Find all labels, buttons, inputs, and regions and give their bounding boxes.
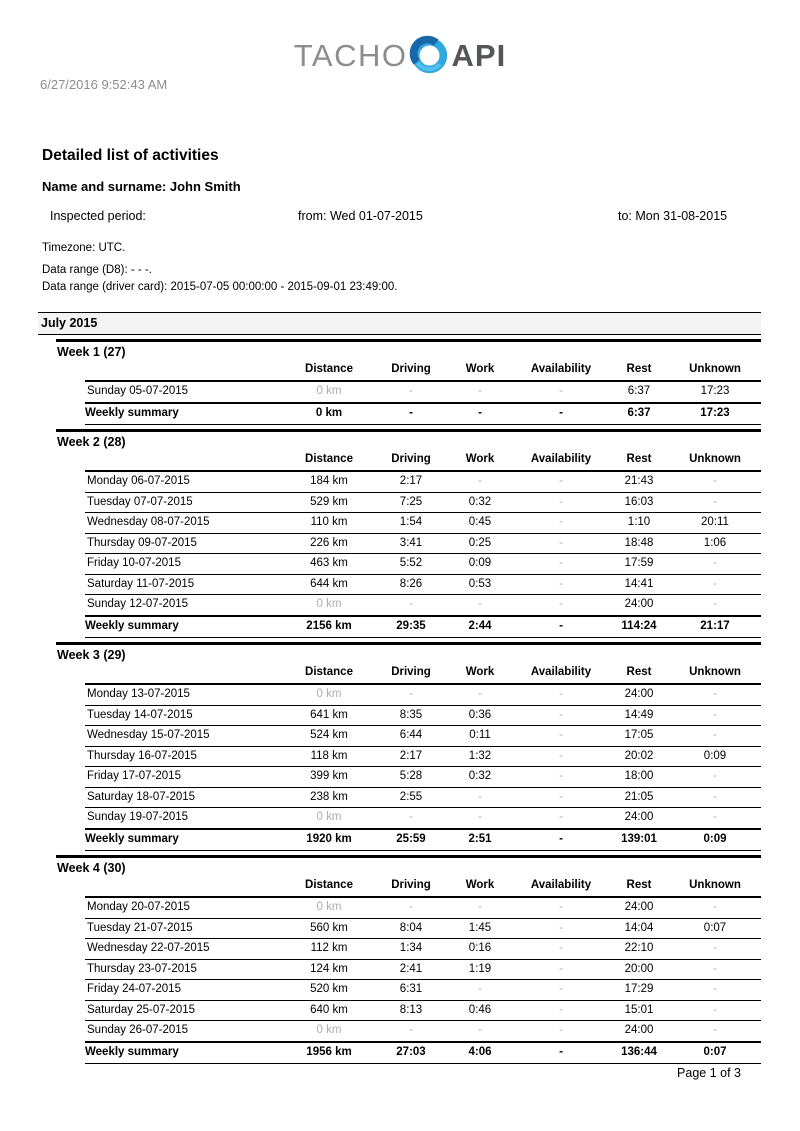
day-column-header — [85, 451, 283, 471]
cell-work: - — [447, 684, 513, 705]
day-label: Saturday 18-07-2015 — [85, 787, 283, 808]
cell-unknown: - — [669, 767, 761, 788]
cell-distance: 0 km — [283, 684, 375, 705]
cell-availability: - — [513, 980, 609, 1001]
cell-unknown: - — [713, 811, 717, 823]
week-title: Week 2 (28) — [57, 435, 126, 449]
summary-cell-rest: 136:44 — [609, 1042, 669, 1064]
week-title: Week 1 (27) — [57, 345, 126, 359]
day-label: Thursday 09-07-2015 — [85, 533, 283, 554]
summary-cell-rest: 6:37 — [609, 403, 669, 425]
cell-work: - — [447, 787, 513, 808]
day-row — [85, 918, 761, 939]
day-label: Sunday 26-07-2015 — [87, 1024, 189, 1036]
cell-work: 0:53 — [447, 574, 513, 595]
tachoapi-logo — [0, 0, 800, 78]
day-label: Tuesday 07-07-2015 — [85, 492, 283, 513]
column-header-unknown: Unknown — [669, 664, 761, 684]
cell-rest: 14:41 — [609, 574, 669, 595]
activity-table — [85, 451, 761, 638]
cell-driving: 8:04 — [375, 918, 447, 939]
timezone-line: Timezone: UTC. — [42, 242, 126, 254]
summary-cell-distance: 2156 km — [283, 616, 375, 638]
summary-cell-rest: 114:24 — [609, 616, 669, 638]
cell-distance: 118 km — [283, 746, 375, 767]
summary-cell-availability: - — [513, 403, 609, 425]
table-summary — [85, 616, 761, 638]
table-body — [85, 471, 761, 616]
column-header-work: Work — [447, 877, 513, 897]
logo-swirl-icon — [409, 35, 450, 76]
day-row — [85, 787, 761, 808]
cell-rest: 1:10 — [609, 513, 669, 534]
column-header-driving: Driving — [375, 664, 447, 684]
summary-label: Weekly summary — [85, 616, 283, 638]
cell-driving: - — [409, 385, 413, 397]
day-label: Thursday 16-07-2015 — [85, 746, 283, 767]
day-column-header — [85, 361, 283, 381]
cell-work: 0:25 — [447, 533, 513, 554]
table-header — [85, 877, 761, 897]
cell-unknown: - — [669, 574, 761, 595]
summary-cell-unknown: 0:07 — [669, 1042, 761, 1064]
weeks-container — [0, 339, 800, 1064]
day-row — [85, 705, 761, 726]
cell-availability: - — [513, 513, 609, 534]
activity-table — [85, 877, 761, 1064]
logo-text-tacho: TACHO — [293, 37, 408, 73]
day-row — [85, 554, 761, 575]
print-timestamp: 6/27/2016 9:52:43 AM — [40, 77, 168, 92]
column-header-availability: Availability — [513, 451, 609, 471]
day-label: Saturday 11-07-2015 — [85, 574, 283, 595]
cell-availability: - — [559, 385, 563, 397]
activity-table — [85, 361, 761, 425]
cell-availability: - — [513, 705, 609, 726]
cell-rest: 14:49 — [609, 705, 669, 726]
cell-driving: 2:17 — [375, 746, 447, 767]
day-label: Monday 20-07-2015 — [85, 897, 283, 918]
summary-cell-rest: 139:01 — [609, 829, 669, 851]
cell-work: - — [447, 471, 513, 492]
column-header-unknown: Unknown — [669, 361, 761, 381]
cell-distance: 640 km — [283, 1000, 375, 1021]
cell-distance: 0 km — [316, 598, 342, 610]
table-summary — [85, 829, 761, 851]
page-number: Page 1 of 3 — [677, 1066, 741, 1080]
column-header-driving: Driving — [375, 361, 447, 381]
cell-distance: 184 km — [283, 471, 375, 492]
week-title: Week 3 (29) — [57, 648, 126, 662]
cell-distance: 0 km — [283, 897, 375, 918]
day-row — [85, 939, 761, 960]
cell-availability: - — [513, 787, 609, 808]
cell-work: - — [447, 897, 513, 918]
day-row — [85, 897, 761, 918]
weekly-summary-row — [85, 829, 761, 851]
day-row — [85, 533, 761, 554]
cell-driving: - — [375, 684, 447, 705]
summary-cell-availability: - — [513, 1042, 609, 1064]
cell-distance: 112 km — [283, 939, 375, 960]
data-range-d8-line: Data range (D8): - - -. — [42, 264, 152, 276]
cell-rest: 16:03 — [609, 492, 669, 513]
day-label: Friday 17-07-2015 — [85, 767, 283, 788]
cell-distance: 560 km — [283, 918, 375, 939]
cell-rest: 24:00 — [624, 598, 654, 610]
cell-rest: 24:00 — [624, 811, 654, 823]
summary-cell-driving: 29:35 — [375, 616, 447, 638]
weekly-summary-row — [85, 1042, 761, 1064]
cell-unknown: - — [669, 939, 761, 960]
cell-driving: 7:25 — [375, 492, 447, 513]
day-label: Sunday 05-07-2015 — [87, 385, 189, 397]
cell-work: 0:16 — [447, 939, 513, 960]
cell-driving: - — [409, 1024, 413, 1036]
column-header-distance: Distance — [283, 877, 375, 897]
day-column-header — [85, 664, 283, 684]
cell-rest: 24:00 — [624, 1024, 654, 1036]
week-title: Week 4 (30) — [57, 861, 126, 875]
summary-cell-work: - — [447, 403, 513, 425]
day-column-header — [85, 877, 283, 897]
cell-distance: 0 km — [316, 1024, 342, 1036]
table-header-row — [85, 451, 761, 471]
cell-rest: 17:59 — [609, 554, 669, 575]
column-header-rest: Rest — [609, 664, 669, 684]
cell-availability: - — [513, 492, 609, 513]
day-label: Sunday 19-07-2015 — [87, 811, 189, 823]
table-header-row — [85, 361, 761, 381]
cell-distance: 524 km — [283, 726, 375, 747]
cell-driving: 3:41 — [375, 533, 447, 554]
column-header-work: Work — [447, 664, 513, 684]
cell-availability: - — [559, 1024, 563, 1036]
inspected-period-label: Inspected period: — [50, 209, 146, 223]
cell-rest: 17:29 — [609, 980, 669, 1001]
cell-work: - — [478, 598, 482, 610]
summary-cell-unknown: 21:17 — [669, 616, 761, 638]
cell-work: 0:09 — [447, 554, 513, 575]
cell-availability: - — [513, 746, 609, 767]
table-body — [85, 684, 761, 829]
column-header-unknown: Unknown — [669, 451, 761, 471]
cell-driving: 2:17 — [375, 471, 447, 492]
summary-cell-driving: 27:03 — [375, 1042, 447, 1064]
summary-label: Weekly summary — [85, 403, 283, 425]
cell-unknown: - — [669, 684, 761, 705]
cell-availability: - — [513, 767, 609, 788]
cell-rest: 22:10 — [609, 939, 669, 960]
week-divider-rule — [56, 339, 761, 342]
cell-driving: 8:13 — [375, 1000, 447, 1021]
cell-work: - — [478, 385, 482, 397]
cell-driving: 5:28 — [375, 767, 447, 788]
cell-driving: - — [409, 811, 413, 823]
cell-driving: 2:55 — [375, 787, 447, 808]
week-divider-rule — [56, 429, 761, 432]
day-label: Tuesday 14-07-2015 — [85, 705, 283, 726]
column-header-distance: Distance — [283, 664, 375, 684]
cell-work: 1:19 — [447, 959, 513, 980]
column-header-distance: Distance — [283, 361, 375, 381]
summary-cell-work: 2:44 — [447, 616, 513, 638]
table-header — [85, 361, 761, 381]
cell-unknown: - — [669, 726, 761, 747]
week-divider-rule — [56, 642, 761, 645]
cell-unknown: - — [669, 1000, 761, 1021]
day-row — [85, 808, 761, 829]
summary-cell-distance: 0 km — [283, 403, 375, 425]
day-label: Monday 06-07-2015 — [85, 471, 283, 492]
cell-unknown: 0:09 — [669, 746, 761, 767]
cell-availability: - — [513, 471, 609, 492]
cell-unknown: - — [669, 980, 761, 1001]
cell-availability: - — [513, 533, 609, 554]
report-title: Detailed list of activities — [42, 147, 219, 164]
table-body — [85, 381, 761, 403]
cell-driving: 1:34 — [375, 939, 447, 960]
cell-availability: - — [513, 918, 609, 939]
weekly-summary-row — [85, 403, 761, 425]
cell-work: - — [478, 1024, 482, 1036]
cell-distance: 399 km — [283, 767, 375, 788]
cell-unknown: 20:11 — [669, 513, 761, 534]
data-range-driver-card-line: Data range (driver card): 2015-07-05 00:00:00 - 2015-09-01 23:49:00. — [42, 281, 398, 293]
period-from: from: Wed 01-07-2015 — [298, 209, 423, 223]
day-label: Monday 13-07-2015 — [85, 684, 283, 705]
summary-cell-distance: 1920 km — [283, 829, 375, 851]
cell-distance: 124 km — [283, 959, 375, 980]
cell-driving: 6:31 — [375, 980, 447, 1001]
day-label: Thursday 23-07-2015 — [85, 959, 283, 980]
day-row — [85, 767, 761, 788]
column-header-work: Work — [447, 451, 513, 471]
cell-rest: 15:01 — [609, 1000, 669, 1021]
cell-distance: 644 km — [283, 574, 375, 595]
summary-cell-work: 4:06 — [447, 1042, 513, 1064]
summary-cell-unknown: 17:23 — [669, 403, 761, 425]
column-header-rest: Rest — [609, 877, 669, 897]
cell-driving: - — [375, 897, 447, 918]
month-header: July 2015 — [38, 312, 761, 335]
cell-distance: 226 km — [283, 533, 375, 554]
weekly-summary-row — [85, 616, 761, 638]
cell-unknown: - — [669, 554, 761, 575]
week-section — [0, 429, 800, 638]
cell-rest: 6:37 — [627, 385, 651, 397]
cell-unknown: 0:07 — [669, 918, 761, 939]
column-header-driving: Driving — [375, 451, 447, 471]
summary-cell-driving: - — [375, 403, 447, 425]
day-label: Wednesday 22-07-2015 — [85, 939, 283, 960]
cell-unknown: - — [669, 492, 761, 513]
summary-cell-unknown: 0:09 — [669, 829, 761, 851]
day-label: Friday 24-07-2015 — [85, 980, 283, 1001]
cell-driving: 8:35 — [375, 705, 447, 726]
week-section — [0, 339, 800, 425]
table-summary — [85, 403, 761, 425]
day-row — [85, 1000, 761, 1021]
cell-availability: - — [513, 897, 609, 918]
table-header-row — [85, 664, 761, 684]
table-header — [85, 451, 761, 471]
column-header-unknown: Unknown — [669, 877, 761, 897]
cell-availability: - — [513, 959, 609, 980]
cell-work: 0:46 — [447, 1000, 513, 1021]
cell-availability: - — [513, 726, 609, 747]
cell-availability: - — [513, 684, 609, 705]
cell-rest: 18:00 — [609, 767, 669, 788]
period-to: to: Mon 31-08-2015 — [618, 209, 728, 223]
cell-driving: 6:44 — [375, 726, 447, 747]
week-section — [0, 642, 800, 851]
driver-name-line: Name and surname: John Smith — [42, 179, 241, 194]
day-row — [85, 1021, 761, 1042]
cell-unknown: - — [713, 598, 717, 610]
day-label: Wednesday 08-07-2015 — [85, 513, 283, 534]
day-row — [85, 492, 761, 513]
day-label: Saturday 25-07-2015 — [85, 1000, 283, 1021]
cell-rest: 14:04 — [609, 918, 669, 939]
cell-distance: 529 km — [283, 492, 375, 513]
column-header-availability: Availability — [513, 664, 609, 684]
table-summary — [85, 1042, 761, 1064]
table-header — [85, 664, 761, 684]
day-label: Friday 10-07-2015 — [85, 554, 283, 575]
logo-text-api: API — [451, 37, 507, 73]
day-row — [85, 574, 761, 595]
summary-cell-distance: 1956 km — [283, 1042, 375, 1064]
cell-availability: - — [513, 554, 609, 575]
cell-driving: 8:26 — [375, 574, 447, 595]
cell-rest: 20:02 — [609, 746, 669, 767]
cell-availability: - — [513, 939, 609, 960]
cell-rest: 18:48 — [609, 533, 669, 554]
cell-distance: 641 km — [283, 705, 375, 726]
column-header-driving: Driving — [375, 877, 447, 897]
day-label: Wednesday 15-07-2015 — [85, 726, 283, 747]
summary-cell-driving: 25:59 — [375, 829, 447, 851]
week-divider-rule — [56, 855, 761, 858]
day-label: Sunday 12-07-2015 — [87, 598, 189, 610]
cell-unknown: - — [669, 787, 761, 808]
summary-cell-availability: - — [513, 829, 609, 851]
week-section — [0, 855, 800, 1064]
cell-unknown: 1:06 — [669, 533, 761, 554]
day-row — [85, 471, 761, 492]
cell-distance: 463 km — [283, 554, 375, 575]
column-header-availability: Availability — [513, 877, 609, 897]
column-header-distance: Distance — [283, 451, 375, 471]
cell-rest: 21:43 — [609, 471, 669, 492]
cell-rest: 21:05 — [609, 787, 669, 808]
cell-work: - — [447, 980, 513, 1001]
cell-rest: 17:05 — [609, 726, 669, 747]
cell-availability: - — [559, 598, 563, 610]
day-row — [85, 381, 761, 403]
cell-availability: - — [559, 811, 563, 823]
cell-work: - — [478, 811, 482, 823]
column-header-rest: Rest — [609, 451, 669, 471]
day-row — [85, 980, 761, 1001]
day-row — [85, 959, 761, 980]
column-header-rest: Rest — [609, 361, 669, 381]
cell-work: 1:45 — [447, 918, 513, 939]
cell-distance: 520 km — [283, 980, 375, 1001]
cell-rest: 20:00 — [609, 959, 669, 980]
cell-unknown: - — [669, 897, 761, 918]
cell-distance: 0 km — [316, 811, 342, 823]
activity-table — [85, 664, 761, 851]
cell-work: 0:11 — [447, 726, 513, 747]
cell-work: 0:45 — [447, 513, 513, 534]
day-row — [85, 595, 761, 616]
day-row — [85, 746, 761, 767]
summary-label: Weekly summary — [85, 1042, 283, 1064]
inspected-period-row — [0, 209, 800, 223]
cell-availability: - — [513, 574, 609, 595]
cell-unknown: 17:23 — [700, 385, 730, 397]
cell-unknown: - — [669, 959, 761, 980]
cell-driving: - — [409, 598, 413, 610]
cell-driving: 2:41 — [375, 959, 447, 980]
cell-unknown: - — [669, 471, 761, 492]
column-header-availability: Availability — [513, 361, 609, 381]
cell-work: 0:32 — [447, 767, 513, 788]
table-header-row — [85, 877, 761, 897]
summary-cell-work: 2:51 — [447, 829, 513, 851]
cell-distance: 110 km — [283, 513, 375, 534]
day-label: Tuesday 21-07-2015 — [85, 918, 283, 939]
cell-driving: 5:52 — [375, 554, 447, 575]
cell-rest: 24:00 — [609, 897, 669, 918]
cell-unknown: - — [669, 705, 761, 726]
day-row — [85, 684, 761, 705]
summary-label: Weekly summary — [85, 829, 283, 851]
column-header-work: Work — [447, 361, 513, 381]
cell-driving: 1:54 — [375, 513, 447, 534]
cell-work: 1:32 — [447, 746, 513, 767]
cell-distance: 0 km — [316, 385, 342, 397]
cell-work: 0:32 — [447, 492, 513, 513]
table-body — [85, 897, 761, 1042]
cell-work: 0:36 — [447, 705, 513, 726]
day-row — [85, 513, 761, 534]
cell-rest: 24:00 — [609, 684, 669, 705]
cell-distance: 238 km — [283, 787, 375, 808]
cell-availability: - — [513, 1000, 609, 1021]
day-row — [85, 726, 761, 747]
summary-cell-availability: - — [513, 616, 609, 638]
cell-unknown: - — [713, 1024, 717, 1036]
